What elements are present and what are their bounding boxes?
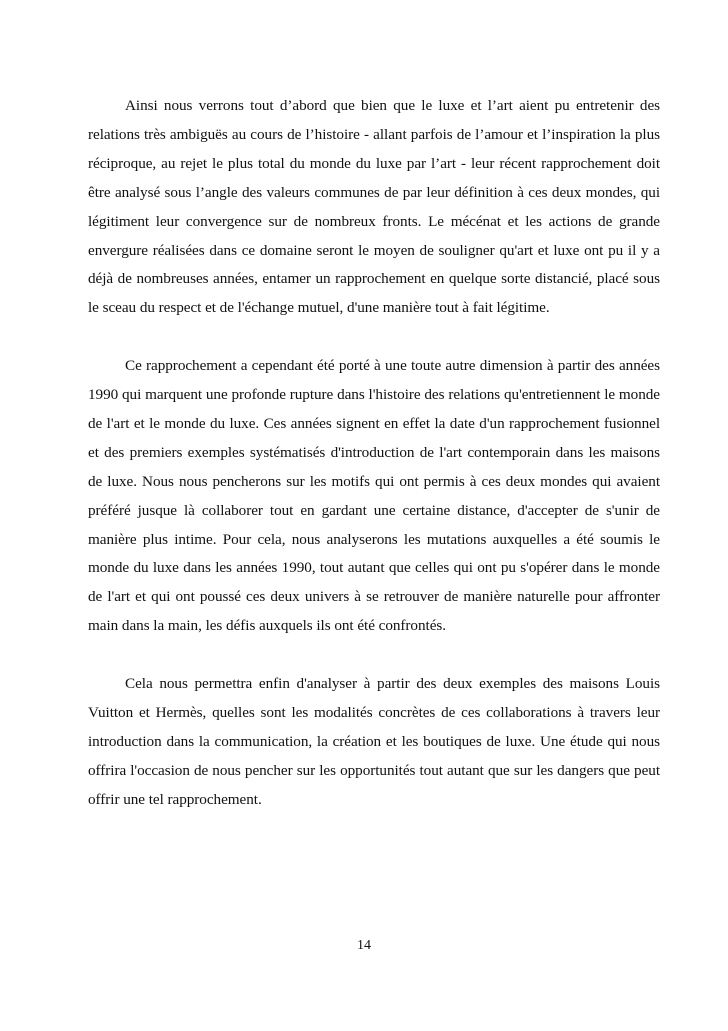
paragraph-1: Ainsi nous verrons tout d’abord que bien que le luxe et l’art aient pu entretenir des relations très ambiguës au cours de l’histoire - allant parfois de l’amour et l’inspiration la plus réciproque, au rejet le plus total du monde du luxe par l’art - leur récent rapprochement doit être analysé sous l’angle des valeurs communes de par leur définition à ces deux mondes, qui légitiment leur convergence sur de nombreux fronts. Le mécénat et les actions de grande envergure réalisées dans ce domaine seront le moyen de souligner qu'art et luxe ont pu il y a déjà de nombreuses années, entamer un rapprochement en quelque sorte distancié, placé sous le sceau du respect et de l'échange mutuel, d'une manière tout à fait légitime.	[88, 97, 660, 317]
body-text	[88, 92, 660, 815]
page-number: 14	[357, 938, 371, 953]
paragraph-2: Ce rapprochement a cependant été porté à une toute autre dimension à partir des années 1990 qui marquent une profonde rupture dans l'histoire des relations qu'entretiennent le monde de l'art et le monde du luxe. Ces années signent en effet la date d'un rapprochement fusionnel et des premiers exemples systématisés d'introduction de l'art contemporain dans les maisons de luxe. Nous nous pencherons sur les motifs qui ont permis à ces deux mondes qui avaient préféré jusque là collaborer tout en gardant une certaine distance, d'accepter de s'unir de manière plus intime. Pour cela, nous analyserons les mutations auxquelles a été soumis le monde du luxe dans les années 1990, tout autant que celles qui ont pu s'opérer dans le monde de l'art et qui ont poussé ces deux univers à se retrouver de manière naturelle pour affronter main dans la main, les défis auxquels ils ont été confrontés.	[88, 357, 660, 635]
paragraph-3: Cela nous permettra enfin d'analyser à partir des deux exemples des maisons Louis Vuitton et Hermès, quelles sont les modalités concrètes de ces collaborations à travers leur introduction dans la communication, la création et les boutiques de luxe. Une étude qui nous offrira l'occasion de nous pencher sur les opportunités tout autant que sur les dangers que peut offrir une tel rapprochement.	[88, 675, 660, 808]
